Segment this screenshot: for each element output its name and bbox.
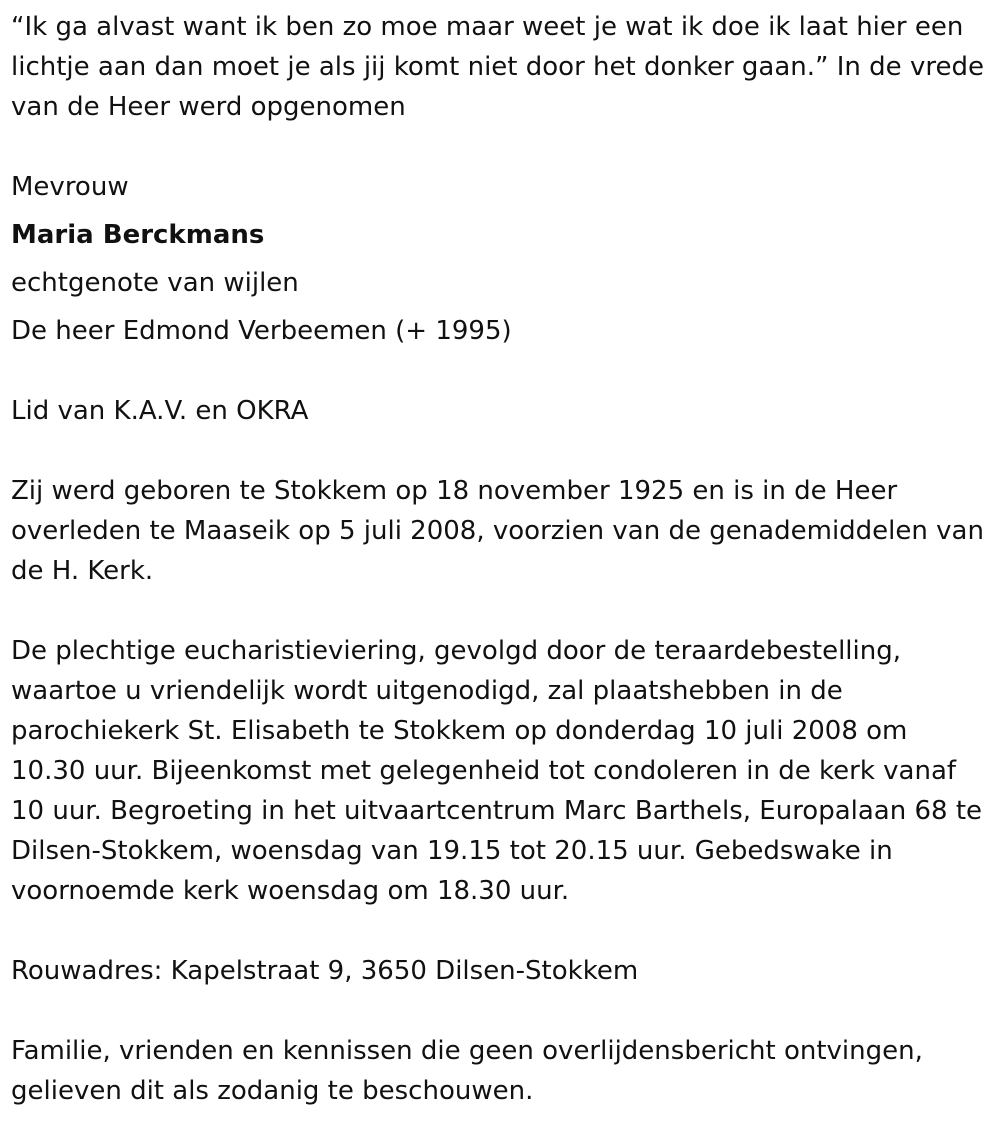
spacer bbox=[11, 431, 990, 471]
deceased-name: Maria Berckmans bbox=[11, 220, 265, 250]
salutation: Mevrouw bbox=[11, 172, 129, 202]
spacer bbox=[11, 591, 990, 631]
spacer bbox=[11, 991, 990, 1031]
mourning-address: Rouwadres: Kapelstraat 9, 3650 Dilsen-Stokkem bbox=[11, 956, 639, 986]
spouse-line: De heer Edmond Verbeemen (+ 1995) bbox=[11, 316, 512, 346]
birth-death-paragraph: Zij werd geboren te Stokkem op 18 november 1925 en is in de Heer overleden te Maaseik op 5 juli 2008, voorzien van de genademiddelen van de H. Kerk. bbox=[11, 476, 984, 586]
closing-paragraph: Familie, vrienden en kennissen die geen overlijdensbericht ontvingen, gelieven dit als zodanig te beschouwen. bbox=[11, 1036, 923, 1106]
funeral-paragraph: De plechtige eucharistieviering, gevolgd door de teraardebestelling, waartoe u vriendelijk wordt uitgenodigd, zal plaatshebben in de parochiekerk St. Elisabeth te Stokkem op donderdag 10 juli 2008 om 10.30 uur. Bijeenkomst met gelegenheid tot condoleren in de kerk vanaf 10 uur. Begroeting in het uitvaartcentrum Marc Barthels, Europalaan 68 te Dilsen-Stokkem, woensdag van 19.15 tot 20.15 uur. Gebedswake in voornoemde kerk woensdag om 18.30 uur. bbox=[11, 636, 983, 906]
spacer bbox=[11, 351, 990, 391]
spacer bbox=[11, 127, 990, 167]
opening-quote: “Ik ga alvast want ik ben zo moe maar weet je wat ik doe ik laat hier een lichtje aan dan moet je als jij komt niet door het donker gaan.” In de vrede van de Heer werd opgenomen bbox=[11, 12, 984, 122]
spacer bbox=[11, 911, 990, 951]
relation-line: echtgenote van wijlen bbox=[11, 268, 299, 298]
membership-line: Lid van K.A.V. en OKRA bbox=[11, 396, 309, 426]
